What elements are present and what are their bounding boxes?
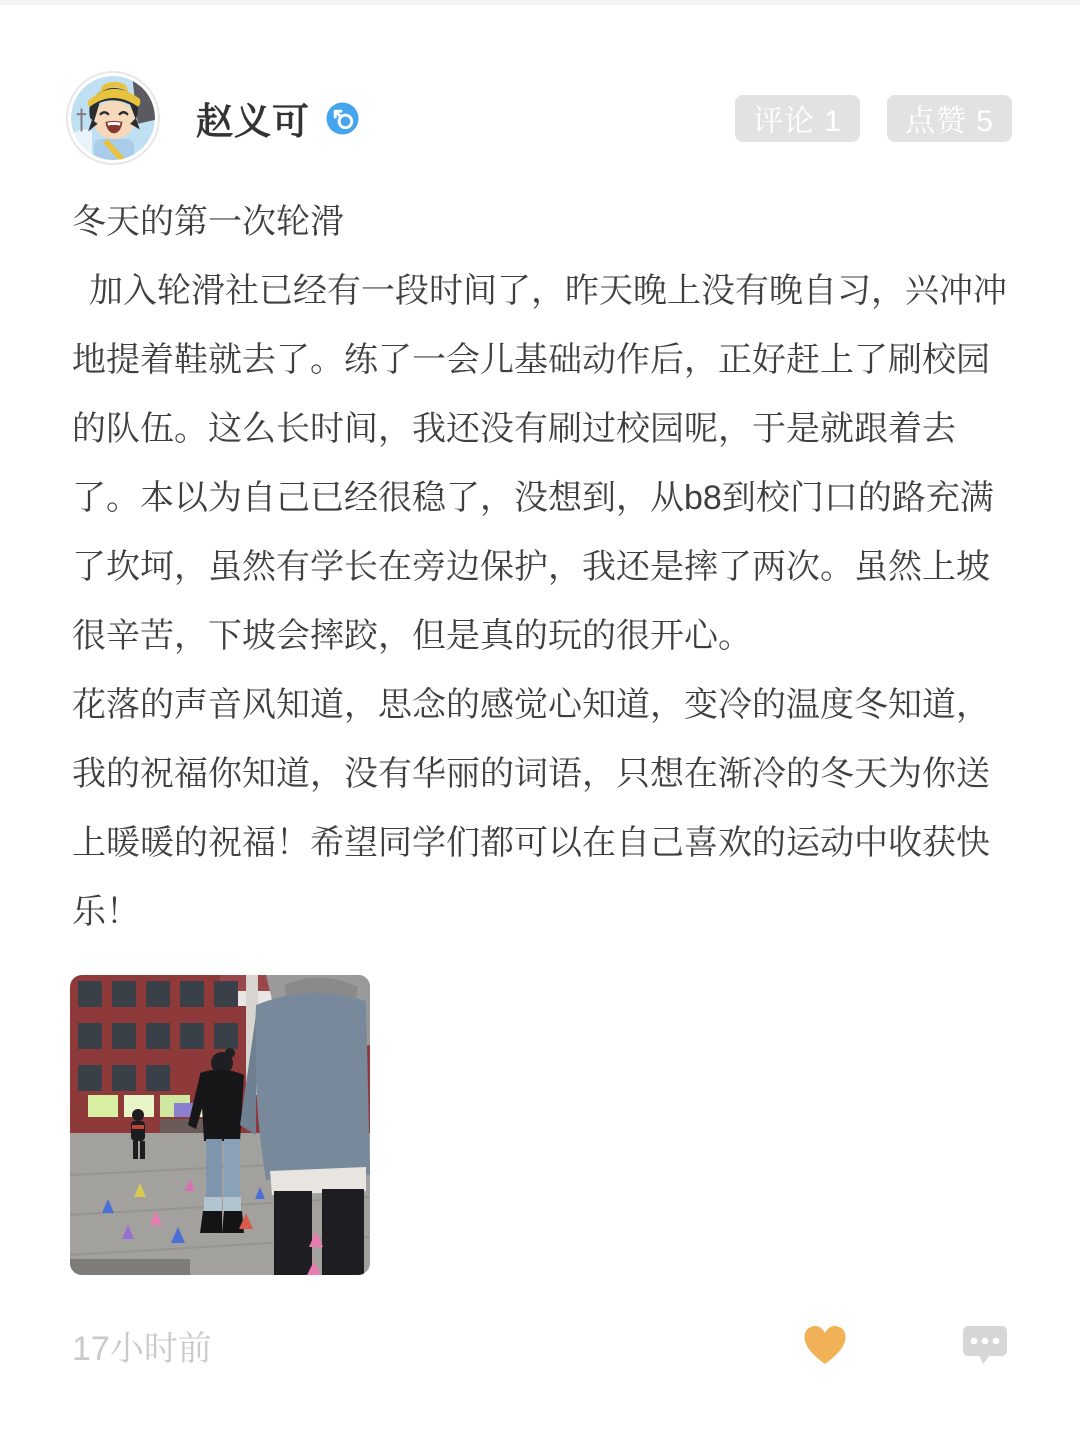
heart-like-icon[interactable] (803, 1325, 847, 1366)
comment-bubble-icon[interactable] (963, 1326, 1007, 1365)
header-actions (735, 95, 1012, 142)
post-header (0, 5, 1080, 165)
post-footer (0, 1320, 1080, 1370)
post-paragraph-2: 花落的声音风知道，思念的感觉心知道，变冷的温度冬知道，我的祝福你知道，没有华丽的词语，只想在渐冷的冬天为你送上暖暖的祝福！希望同学们都可以在自己喜欢的运动中收获快乐！ (72, 686, 990, 931)
distant-skater (131, 1109, 145, 1159)
post-body (72, 188, 1012, 947)
post-paragraph-1: 加入轮滑社已经有一段时间了，昨天晚上没有晚自习，兴冲冲地提着鞋就去了。练了一会儿基础动作后，正好赶上了刷校园的队伍。这么长时间，我还没有刷过校园呢，于是就跟着去了。本以为自己已经很稳了，没想到，从b8到校门口的路充满了坎坷，虽然有学长在旁边保护，我还是摔了两次。虽然上坡很辛苦，下坡会摔跤，但是真的玩的很开心。 (72, 272, 1007, 655)
like-count-button[interactable]: 点赞 5 (887, 95, 1012, 142)
male-gender-icon (326, 102, 359, 135)
post-title-line: 冬天的第一次轮滑 (72, 203, 344, 241)
comment-count-button[interactable]: 评论 1 (735, 95, 860, 142)
username[interactable]: 赵义可 (196, 101, 310, 142)
avatar-illustration (71, 76, 155, 160)
post-photo[interactable] (70, 975, 370, 1275)
avatar[interactable] (66, 71, 160, 165)
photo-illustration (70, 975, 370, 1275)
timestamp: 17小时前 (72, 1329, 212, 1368)
